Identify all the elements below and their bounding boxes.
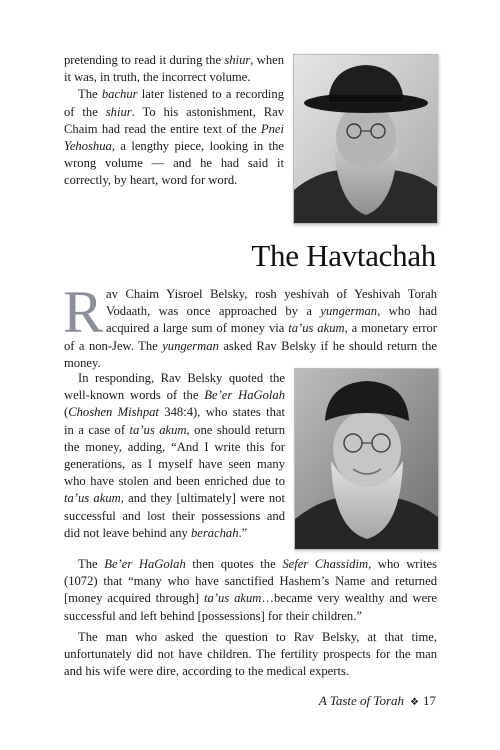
page-footer (319, 693, 436, 711)
top-paragraph-2: The bachur later listened to a recording of the shiur. To his astonishment, Rav Chaim had read the entire text of the Pnei Yehoshua, a lengthy piece, looking in the wrong volume — and he had said it correctly, by heart, word for word. (64, 87, 284, 188)
portrait-photo-icon (295, 369, 438, 549)
section-paragraph-2: In responding, Rav Belsky quoted the well-known words of the Be’er HaGolah (Choshen Mishpat 348:4), who states that in a case of ta’us akum, one should return the money, adding, “And I write this for generations, as I myself have seen many who have stolen and been enriched due to ta’us akum, and they [ultimately] were not successful and lost their possessions and did not leave behind any berachah.” (64, 371, 285, 540)
section-paragraph-3: The Be’er HaGolah then quotes the Sefer Chassidim, who writes (1072) that “many who have sanctified Hashem’s Name and returned [money acquired through] ta’us akum…became very wealthy and were successful and left behind [possessions] for their children.” (64, 557, 437, 623)
top-text-block (64, 52, 284, 190)
portrait-photo-icon (294, 55, 437, 223)
top-paragraph-1: pretending to read it during the shiur, when it was, in truth, the incorrect volume. (64, 53, 285, 85)
section-paragraph-1 (63, 279, 437, 372)
section-continuation-block (64, 556, 437, 680)
quote-text-block (64, 370, 285, 542)
page-number: 17 (423, 693, 436, 708)
portrait-photo-2 (294, 368, 439, 550)
section-paragraph-4: The man who asked the question to Rav Belsky, at that time, unfortunately did not have children. The fertility prospects for the man and his wife were dire, according to the medical experts. (64, 629, 437, 679)
section-intro-block (63, 279, 437, 372)
section-paragraph-1-text: av Chaim Yisroel Belsky, rosh yeshivah of Yeshivah Torah Vodaath, was once approached by a yungerman, who had acquired a large sum of money via ta’us akum, a monetary error of a non-Jew. The yungerman asked Rav Belsky if he should return the money. (64, 287, 437, 370)
ornament-icon: ❖ (410, 697, 419, 708)
section-heading: The Havtachah (251, 238, 436, 273)
drop-cap: R (63, 279, 104, 345)
portrait-photo-1 (293, 54, 438, 224)
footer-book-title: A Taste of Torah (318, 693, 405, 708)
